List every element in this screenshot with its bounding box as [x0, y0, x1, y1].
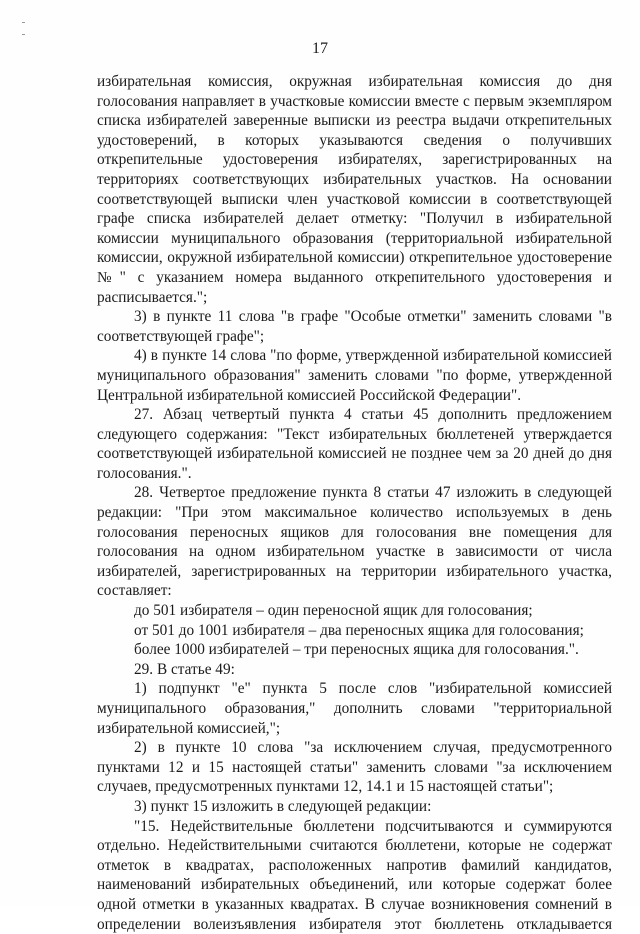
- list-line: 3) пункт 15 изложить в следующей редакции:: [134, 797, 432, 815]
- list-line: до 501 избирателя – один переносной ящик для голосования;: [134, 602, 533, 620]
- list-line: 29. В статье 49:: [134, 660, 235, 678]
- paragraph: 1) подпункт "е" пункта 5 после слов "избирательной комиссией муниципального образования," дополнить словами "территориальной избирательной комиссией,";: [97, 680, 612, 737]
- paragraph: 2) в пункте 10 слова "за исключением случая, предусмотренного пунктами 12 и 15 настоящей статьи" заменить словами "за исключением случаев, предусмотренных пунктами 12, 14.1 и 15 настоящей статьи";: [97, 739, 612, 796]
- document-body: [97, 72, 612, 934]
- list-line: более 1000 избирателей – три переносных ящика для голосования.".: [134, 641, 579, 659]
- paragraph: 27. Абзац четвертый пункта 4 статьи 45 дополнить предложением следующего содержания: "Текст избирательных бюллетеней утверждается соответствующей избирательной комиссией не позднее чем за 20 дней до дня голосования.".: [97, 406, 612, 482]
- scan-speck: [22, 22, 25, 23]
- paragraph: "15. Недействительные бюллетени подсчитываются и суммируются отдельно. Недействительными считаются бюллетени, которые не содержат отметок в квадратах, расположенных напротив фамилий кандидатов, наименований избирательных объединений, или которые содержат более одной отметки в указанных квадратах. В случае возникновения сомнений в определении волеизъявления избирателя этот бюллетень откладывается: [97, 817, 612, 933]
- paragraph: 28. Четвертое предложение пункта 8 статьи 47 изложить в следующей редакции: "При этом максимальное количество используемых в день голосования переносных ящиков для голосования вне помещения для голосования на одном избирательном участке в зависимости от числа избирателей, зарегистрированных на территории избирательного участка, составляет:: [97, 484, 612, 600]
- page-number: 17: [312, 40, 328, 57]
- paragraph: 3) в пункте 11 слова "в графе "Особые отметки" заменить словами "в соответствующей графе";: [97, 308, 612, 345]
- paragraph: избирательная комиссия, окружная избирательная комиссия до дня голосования направляет в участковые комиссии вместе с первым экземпляром списка избирателей заверенные выписки из реестра выдачи открепительных удостоверений, в которых указываются сведения о получивших открепительные удостоверения избирателях, зарегистрированных на территориях соответствующих избирательных участков. На основании соответствующей выписки член участковой комиссии в соответствующей графе списка избирателей делает отметку: "Получил в избирательной комиссии муниципального образования (территориальной избирательной комиссии, окружной избирательной комиссии) открепительное удостоверение №" с указанием номера выданного открепительного удостоверения и расписывается.";: [97, 73, 612, 306]
- scan-speck: [22, 34, 25, 35]
- paragraph: 4) в пункте 14 слова "по форме, утвержденной избирательной комиссией муниципального образования" заменить словами "по форме, утвержденной Центральной избирательной комиссией Российской Федерации".: [97, 347, 612, 404]
- list-line: от 501 до 1001 избирателя – два переносных ящика для голосования;: [134, 621, 584, 639]
